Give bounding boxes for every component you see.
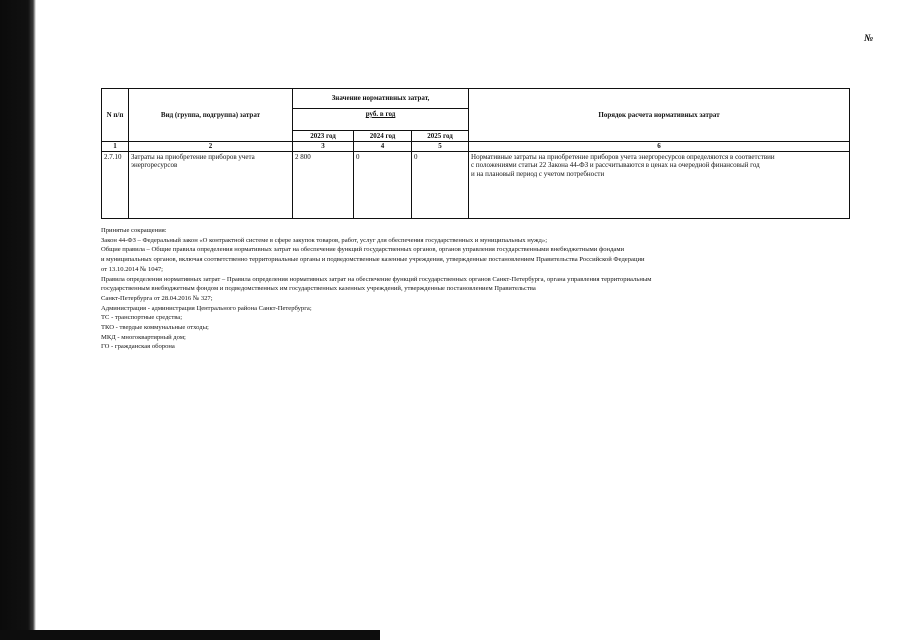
scan-dark-edge-left (0, 0, 36, 640)
notes-line: государственным внебюджетным фондом и подведомственных им государственных казенных учреждений, утвержденные постановлением Правительства (101, 285, 536, 293)
notes-line: Закон 44-ФЗ – Федеральный закон «О контрактной системе в сфере закупок товаров, работ, услуг для обеспечения государственных и муниципальных нужд»; (101, 236, 548, 244)
header-year-2024: 2024 год (354, 131, 412, 142)
column-number: 4 (354, 142, 412, 151)
table-row (102, 151, 850, 218)
row-value-2024: 0 (354, 151, 412, 218)
notes-line: Общие правила – Общие правила определения нормативных затрат на обеспечение функций государственных органов, органов управления государственными внебюджетными фондами (101, 246, 625, 254)
row-order-line: и на плановый период с учетом потребности (471, 169, 605, 178)
notes-line: от 13.10.2014 № 1047; (101, 265, 164, 273)
notes-line: ТКО - твердые коммунальные отходы; (101, 324, 209, 332)
header-value-unit: руб. в год (293, 109, 469, 131)
notes-line: Правила определения нормативных затрат – Правила определения нормативных затрат на обеспечение функций государственных органов Санкт-Петербурга, органа управления территориальным (101, 275, 652, 283)
notes-line: и муниципальных органов, включая соответственно территориальные органы и подведомственные казенные учреждения, утвержденные постановлением Правительства Российской Федерации (101, 256, 645, 264)
row-type: Затраты на приобретение приборов учета энергоресурсов (129, 151, 293, 218)
column-number-row (102, 142, 850, 151)
column-number: 1 (102, 142, 129, 151)
header-year-2025: 2025 год (412, 131, 469, 142)
notes-line: МКД - многоквартирный дом; (101, 333, 186, 341)
notes-line: Принятые сокращения: (101, 227, 167, 234)
header-year-2023: 2023 год (293, 131, 354, 142)
abbreviations-notes (101, 226, 861, 352)
row-order-line: Нормативные затраты на приобретение приборов учета энергоресурсов определяются в соответствии (471, 152, 775, 161)
row-value-2025: 0 (412, 151, 469, 218)
column-number: 2 (129, 142, 293, 151)
row-value-2023: 2 800 (293, 151, 354, 218)
column-number: 6 (469, 142, 850, 151)
header-value-group: Значение нормативных затрат, (293, 89, 469, 109)
notes-line: ГО - гражданская оборона (101, 343, 175, 351)
column-number: 3 (293, 142, 354, 151)
scan-dark-edge-bottom (0, 630, 380, 640)
normative-costs-table (101, 88, 850, 219)
column-number: 5 (412, 142, 469, 151)
notes-line: ТС - транспортные средства; (101, 314, 183, 322)
header-type: Вид (группа, подгруппа) затрат (129, 89, 293, 142)
header-order: Порядок расчета нормативных затрат (469, 89, 850, 142)
notes-line: Администрация - администрация Центрального района Санкт-Петербурга; (101, 304, 312, 312)
row-order (469, 151, 850, 218)
notes-line: Санкт-Петербурга от 28.04.2016 № 327; (101, 294, 213, 302)
header-num: N п/п (102, 89, 129, 142)
row-num: 2.7.10 (102, 151, 129, 218)
row-order-line: с положениями статьи 22 Закона 44-ФЗ и рассчитываются в ценах на очередной финансовый год (471, 161, 760, 170)
header-row-1 (102, 89, 850, 109)
page-corner-mark: № (864, 33, 874, 44)
